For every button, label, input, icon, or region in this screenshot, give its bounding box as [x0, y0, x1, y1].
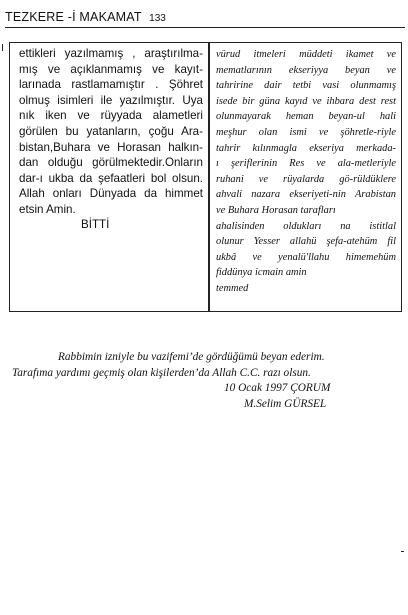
column-divider — [208, 43, 210, 311]
page-number: 133 — [149, 13, 166, 24]
text-line: larınada rastlamamıştır . Şöhret — [19, 78, 203, 92]
text-line: isede bir güna kayıd ve ihbara dest rest — [216, 95, 396, 107]
text-line: etsin Amin. — [19, 202, 76, 216]
text-line: ahvali nazara ekseriyeti-nin Arabistan — [216, 189, 396, 201]
text-line: görülen bu yatanların, çoğu Ara- — [19, 124, 203, 138]
text-line: nık iken ve rüyyada alametleri — [19, 109, 203, 123]
text-line: tahririne dair tetbi vasi olunmamış — [216, 80, 396, 92]
text-line: dar-ı ukba da şefaatleri bol olsun. — [19, 171, 203, 185]
margin-mark-left — [2, 44, 3, 51]
text-line: dan olduğu görülmektedir.Onların — [19, 156, 203, 170]
signature-name: M.Selim GÜRSEL — [244, 397, 327, 410]
text-line: ahalisinden oldukları na istitlal — [216, 220, 396, 232]
text-line: temmed — [216, 282, 249, 294]
date-place: 10 Ocak 1997 ÇORUM — [224, 382, 331, 394]
text-line: Allah onları Dünyada da himmet — [19, 187, 203, 201]
text-line: ve Buhara Horasan tarafları — [216, 204, 336, 216]
right-column-ottoman — [216, 47, 396, 297]
text-line: olunur Yesser allahü şefa-atehüm fil — [216, 236, 396, 248]
text-table — [9, 42, 402, 312]
left-column-turkish — [19, 46, 203, 232]
text-line: tahrir kılınmagla ekseriya merkada- — [216, 142, 396, 154]
text-line: ruhani ve rüyalarda gö-rüldüklere — [216, 173, 396, 185]
text-line: mematlarının ekseriyya beyan ve — [216, 64, 396, 76]
text-line: ettikleri yazılmamış , araştırılma- — [19, 47, 203, 60]
book-title: TEZKERE -İ MAKAMAT — [5, 10, 142, 24]
closing-line-1: Rabbimin izniyle bu vazifemi’de gördüğümü beyan ederim. — [58, 351, 325, 363]
text-line: ukbâ ve yenalü'llahu himemehüm — [216, 251, 396, 263]
text-line: bistan,Buhara ve Horasan halkın- — [19, 140, 203, 154]
closing-line-2: Tarafıma yardımı geçmiş olan kişilerden’da Allah C.C. razı olsun. — [12, 366, 311, 379]
text-line: meşhur olan ismi ve şöhretle-riyle — [216, 126, 396, 138]
text-line: fiddünya icmain amin — [216, 267, 307, 279]
text-line: olunmayarak heman beyan-ul hali — [216, 111, 396, 123]
text-line: olmuş isimleri ile yazılmıştır. Uya — [19, 93, 203, 107]
margin-mark-right — [401, 551, 404, 552]
page-header — [5, 7, 405, 28]
text-line: ı şeriflerinin Res ve ala-metleriyle — [216, 158, 396, 170]
end-mark: BİTTİ — [81, 217, 110, 231]
text-line: vürud itmeleri müddeti ikamet ve — [216, 49, 396, 60]
text-line: mış ve açıklanmamış ve kayıt- — [19, 62, 203, 76]
